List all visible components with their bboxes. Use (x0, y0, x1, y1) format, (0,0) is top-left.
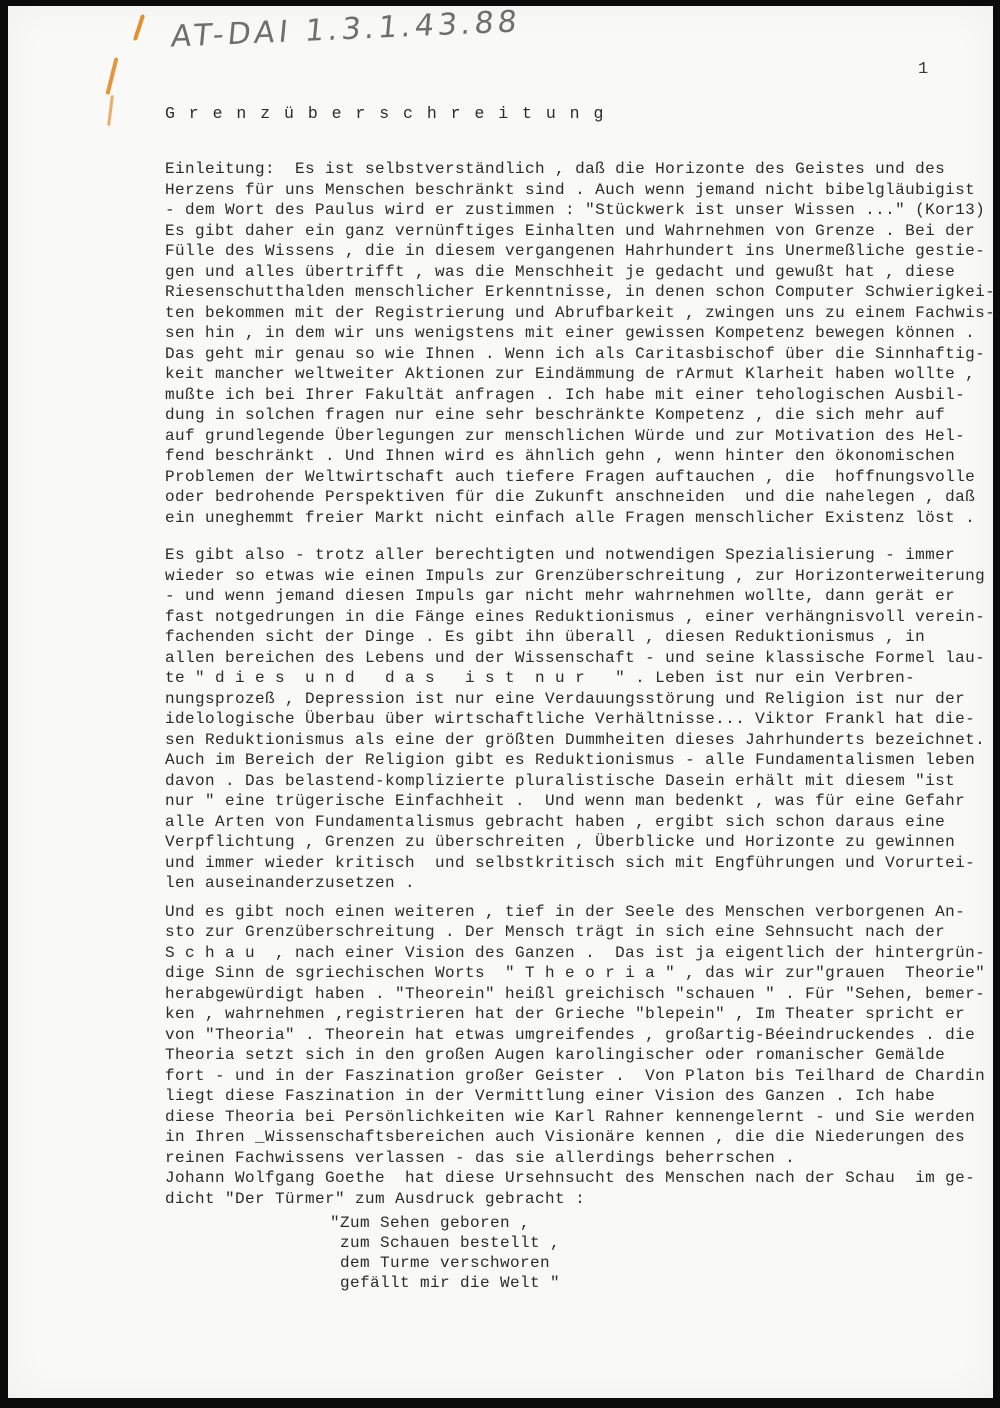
text-line: allen bereichen des Lebens und der Wissenschaft - und seine klassische Formel lau- (165, 648, 986, 667)
text-line: ken , wahrnehmen ,registrieren hat der Grieche "blepein" , Im Theater spricht er (165, 1005, 966, 1023)
text-line: fast notgedrungen in die Fänge eines Reduktionismus , einer verhängnisvoll verein- (165, 607, 986, 626)
text-line: Auch im Bereich der Religion gibt es Reduktionismus - alle Fundamentalismen leben (165, 751, 976, 769)
text-line: idelologische Überbau über wirtschaftliche Verhältnisse... Viktor Frankl hat die- (165, 710, 976, 728)
text-line: liegt diese Faszination in der Vermittlung einer Vision des Ganzen . Ich habe (165, 1087, 936, 1105)
text-line: dige Sinn de sgriechischen Worts " T h e o r i a " , das wir zur"grauen Theorie" (165, 964, 986, 982)
text-line: "Zum Sehen geboren , (330, 1214, 531, 1232)
text-line: reinen Fachwissens verlassen - das sie allerdings beherrschen . (165, 1148, 796, 1167)
text-line: alle Arten von Fundamentalismus gebracht haben , ergibt sich schon daraus eine (165, 812, 946, 831)
text-line: te " d i e s u n d d a s i s t n u r " . Leben ist nur ein Verbren- (165, 669, 916, 687)
text-line: Es gibt also - trotz aller berechtigten und notwendigen Spezialisierung - immer (165, 546, 956, 564)
text-line: Problemen der Weltwirtschaft auch tiefere Fragen auftauchen , die hoffnungsvolle (165, 467, 976, 486)
text-line: Theoria setzt sich in den großen Augen karolingischer oder romanischer Gemälde (165, 1046, 946, 1064)
text-line: sto zur Grenzüberschreitung . Der Mensch trägt in sich eine Sehnsucht nach der (165, 923, 946, 941)
text-line: dung in solchen fragen nur eine sehr beschränkte Kompetenz , die sich mehr auf (165, 406, 946, 424)
text-line: von "Theoria" . Theorein hat etwas umgreifendes , großartig-Béeindruckendes . die (165, 1025, 976, 1044)
text-line: wieder so etwas wie einen Impuls zur Grenzüberschreitung , zur Horizonterweiterung (165, 566, 986, 585)
text-line: Das geht mir genau so wie Ihnen . Wenn ich als Caritasbischof über die Sinnhaftig- (165, 344, 986, 363)
text-line: diese Theoria bei Persönlichkeiten wie Karl Rahner kennengelernt - und Sie werden (165, 1107, 976, 1126)
orange-pen-mark-middle (105, 57, 118, 95)
text-line: Johann Wolfgang Goethe hat diese Ursehnsucht des Menschen nach der Schau im ge- (165, 1169, 976, 1187)
text-line: - dem Wort des Paulus wird er zustimmen : "Stückwerk ist unser Wissen ..." (Kor13) (165, 201, 986, 219)
text-line: ten bekommen mit der Registrierung und Abrufbarkeit , zwingen uns zu einem Fachwis- (165, 303, 996, 322)
text-line: mußte ich bei Ihrer Fakultät anfragen . Ich habe mit einer tehologischen Ausbil- (165, 385, 966, 404)
text-line: keit mancher weltweiter Aktionen zur Eindämmung de rArmut Klarheit haben wollte , (165, 365, 976, 383)
poem-der-tuermer (330, 1213, 1000, 1293)
text-line: herabgewürdigt haben . "Theorein" heißl greichisch "schauen " . Für "Sehen, bemer- (165, 984, 986, 1003)
text-line: oder bedrohende Perspektiven für die Zukunft anschneiden und die nahelegen , daß (165, 488, 976, 506)
text-line: Es gibt daher ein ganz vernünftiges Einhalten und Wahrnehmen von Grenze . Bei der (165, 221, 976, 240)
text-line: Einleitung: Es ist selbstverständlich , daß die Horizonte des Geistes und des (165, 160, 946, 178)
text-line: dem Turme verschworen (330, 1254, 551, 1272)
text-line: Herzens für uns Menschen beschränkt sind . Auch wenn jemand nicht bibelgläubigist (165, 180, 976, 199)
text-line: fachenden sicht der Dinge . Es gibt ihn überall , diesen Reduktionismus , in (165, 628, 926, 646)
text-line: nur " eine trügerische Einfachheit . Und wenn man bedenkt , was für eine Gefahr (165, 792, 966, 810)
document-title: G r e n z ü b e r s c h r e i t u n g (165, 104, 606, 123)
text-line: Verpflichtung , Grenzen zu überschreiten , Überblicke und Horizonte zu gewinnen (165, 833, 956, 851)
text-line: ein uneghemmt freier Markt nicht einfach alle Fragen menschlicher Existenz löst . (165, 508, 976, 527)
text-line: S c h a u , nach einer Vision des Ganzen . Das ist ja eigentlich der hintergrün- (165, 943, 986, 962)
text-line: Riesenschutthalden menschlicher Erkenntnisse, in denen schon Computer Schwierigkei- (165, 283, 996, 301)
text-line: gefällt mir die Welt " (330, 1274, 561, 1292)
orange-pen-mark-top (133, 14, 145, 41)
text-line: Und es gibt noch einen weiteren , tief in der Seele des Menschen verborgenen An- (165, 902, 966, 921)
text-line: gen und alles übertrifft , was die Menschheit je gedacht und gewußt hat , diese (165, 262, 956, 281)
orange-pen-mark-lower (107, 95, 114, 126)
document-body (165, 159, 1000, 1293)
text-line: sen hin , in dem wir uns wenigstens mit einer gewissen Kompetenz bewegen können . (165, 324, 976, 342)
page-number: 1 (918, 60, 929, 79)
text-line: davon . Das belastend-komplizierte pluralistische Dasein erhält mit diesem "ist (165, 771, 956, 790)
handwritten-archive-code: AT-DAI 1.3.1.43.88 (169, 4, 523, 55)
text-line: sen Reduktionismus als eine der größten Dummheiten dieses Jahrhunderts bezeichnet. (165, 730, 986, 749)
text-line: len auseinanderzusetzen . (165, 874, 416, 892)
paragraph-reduktionismus (165, 545, 1000, 894)
text-line: fend beschränkt . Und Ihnen wird es ähnlich gehn , wenn hinter den ökonomischen (165, 447, 956, 465)
text-line: - und wenn jemand diesen Impuls gar nicht mehr wahrnehmen wollte, dann gerät er (165, 587, 956, 605)
text-line: nungsprozeß , Depression ist nur eine Verdauungsstörung und Religion ist nur der (165, 689, 966, 708)
document-page (8, 4, 996, 1398)
text-line: in Ihren _Wissenschaftsbereichen auch Visionäre kennen , die die Niederungen des (165, 1128, 966, 1146)
text-line: fort - und in der Faszination großer Geister . Von Platon bis Teilhard de Chardin (165, 1066, 986, 1085)
text-line: dicht "Der Türmer" zum Ausdruck gebracht : (165, 1189, 586, 1208)
paragraph-theoria (165, 902, 1000, 1210)
text-line: zum Schauen bestellt , (330, 1234, 561, 1252)
text-line: auf grundlegende Überlegungen zur menschlichen Würde und zur Motivation des Hel- (165, 426, 966, 445)
text-line: und immer wieder kritisch und selbstkritisch sich mit Engführungen und Vorurtei- (165, 853, 976, 872)
paragraph-einleitung (165, 159, 1000, 528)
text-line: Fülle des Wissens , die in diesem vergangenen Hahrhundert ins Unermeßliche gestie- (165, 242, 986, 260)
